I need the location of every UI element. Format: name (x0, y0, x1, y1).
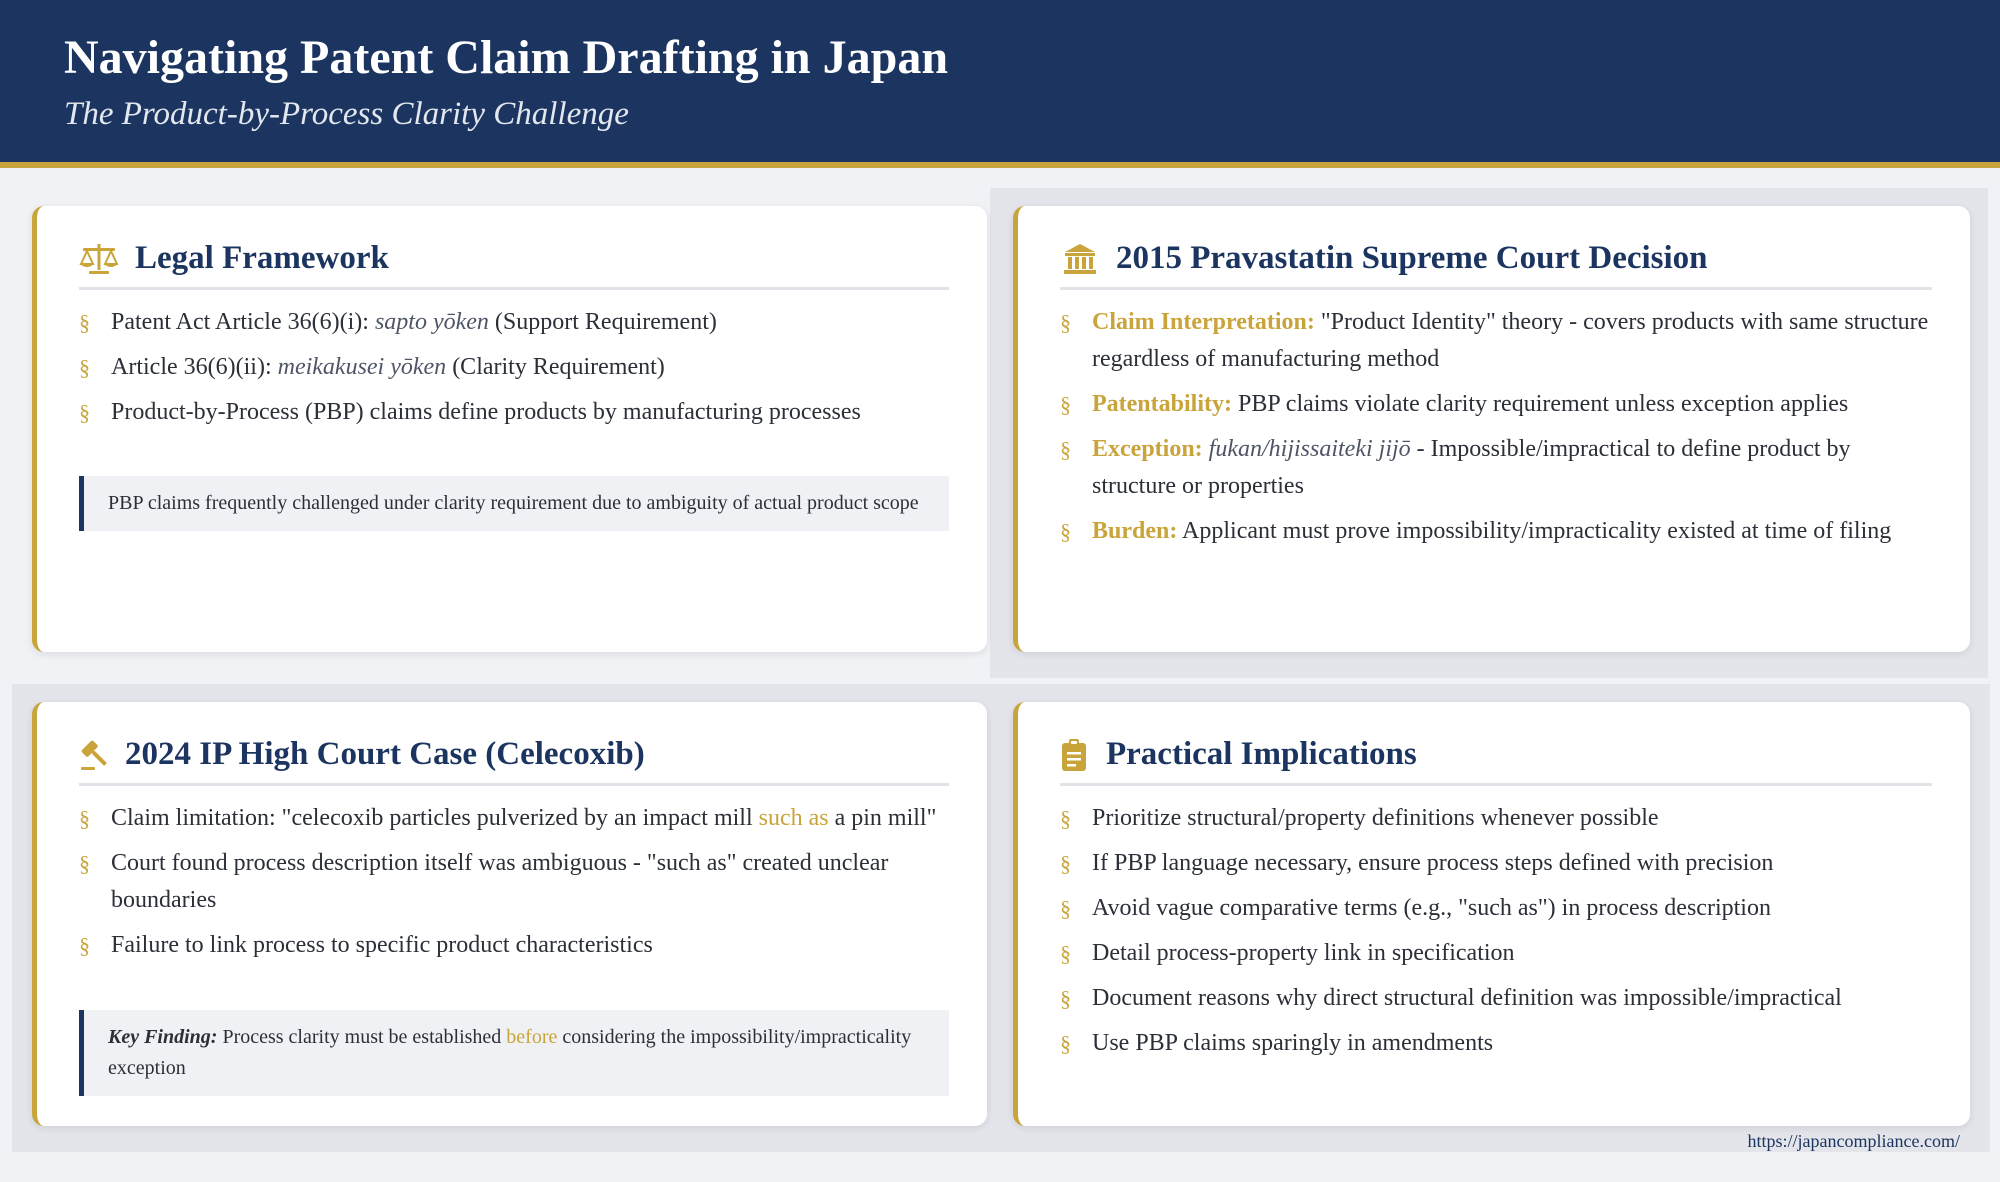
list-item: § Article 36(6)(ii): meikakusei yōken (Clarity Requirement) (79, 349, 953, 386)
practical-card (1013, 702, 1970, 1126)
list-item: § Use PBP claims sparingly in amendments (1060, 1025, 1936, 1062)
bullet-icon: § (1060, 851, 1071, 876)
list-item: § Burden: Applicant must prove impossibility/impracticality existed at time of filing (1060, 513, 1936, 550)
legal-framework-card (32, 206, 987, 652)
list-item: § Detail process-property link in specification (1060, 935, 1936, 972)
footer-url[interactable]: https://japancompliance.com/ (1747, 1131, 1960, 1151)
legal-framework-header (79, 230, 949, 290)
page-header (0, 0, 2000, 168)
list-item: § Claim Interpretation: "Product Identity" theory - covers products with same structure regardless of manufacturing method (1060, 304, 1936, 378)
list-item: § Claim limitation: "celecoxib particles pulverized by an impact mill such as a pin mill" (79, 800, 953, 837)
pravastatin-list (1060, 304, 1936, 558)
pravastatin-title: 2015 Pravastatin Supreme Court Decision (1116, 240, 1708, 276)
list-item: § Court found process description itself was ambiguous - "such as" created unclear boundaries (79, 845, 953, 919)
celecoxib-card (32, 702, 987, 1126)
bullet-icon: § (1060, 519, 1071, 544)
bullet-icon: § (79, 806, 90, 831)
bullet-icon: § (79, 400, 90, 425)
list-item: § Exception: fukan/hijissaiteki jijō - Impossible/impractical to define product by structure or properties (1060, 431, 1936, 505)
bullet-icon: § (1060, 437, 1071, 462)
page-subtitle: The Product-by-Process Clarity Challenge (64, 96, 629, 132)
clipboard-icon (1060, 735, 1088, 775)
celecoxib-list (79, 800, 953, 972)
bullet-icon: § (79, 933, 90, 958)
list-item: § Prioritize structural/property definitions whenever possible (1060, 800, 1936, 837)
pravastatin-header (1060, 230, 1932, 290)
key-finding-note: Key Finding: Process clarity must be established before considering the impossibility/impracticality exception (79, 1010, 949, 1096)
pravastatin-card (1013, 206, 1970, 652)
celecoxib-title: 2024 IP High Court Case (Celecoxib) (125, 736, 645, 772)
legal-framework-list (79, 304, 953, 439)
list-item: § If PBP language necessary, ensure process steps defined with precision (1060, 845, 1936, 882)
legal-framework-title: Legal Framework (135, 240, 389, 276)
bullet-icon: § (1060, 941, 1071, 966)
list-item: § Failure to link process to specific product characteristics (79, 927, 953, 964)
list-item: § Patent Act Article 36(6)(i): sapto yōken (Support Requirement) (79, 304, 953, 341)
bullet-icon: § (1060, 310, 1071, 335)
bullet-icon: § (1060, 1031, 1071, 1056)
bullet-icon: § (79, 851, 90, 876)
bullet-icon: § (1060, 896, 1071, 921)
gavel-icon (79, 735, 111, 775)
list-item: § Product-by-Process (PBP) claims define products by manufacturing processes (79, 394, 953, 431)
list-item: § Avoid vague comparative terms (e.g., "such as") in process description (1060, 890, 1936, 927)
bullet-icon: § (79, 355, 90, 380)
bullet-icon: § (1060, 986, 1071, 1011)
bullet-icon: § (1060, 806, 1071, 831)
list-item: § Document reasons why direct structural definition was impossible/impractical (1060, 980, 1936, 1017)
legal-framework-note: PBP claims frequently challenged under clarity requirement due to ambiguity of actual product scope (79, 476, 949, 531)
page-title: Navigating Patent Claim Drafting in Japan (64, 31, 949, 84)
courthouse-icon (1060, 239, 1100, 279)
practical-header (1060, 726, 1932, 786)
celecoxib-header (79, 726, 949, 786)
bullet-icon: § (79, 310, 90, 335)
practical-list (1060, 800, 1936, 1070)
practical-title: Practical Implications (1106, 736, 1417, 772)
bullet-icon: § (1060, 392, 1071, 417)
list-item: § Patentability: PBP claims violate clarity requirement unless exception applies (1060, 386, 1936, 423)
scales-icon (79, 239, 119, 279)
